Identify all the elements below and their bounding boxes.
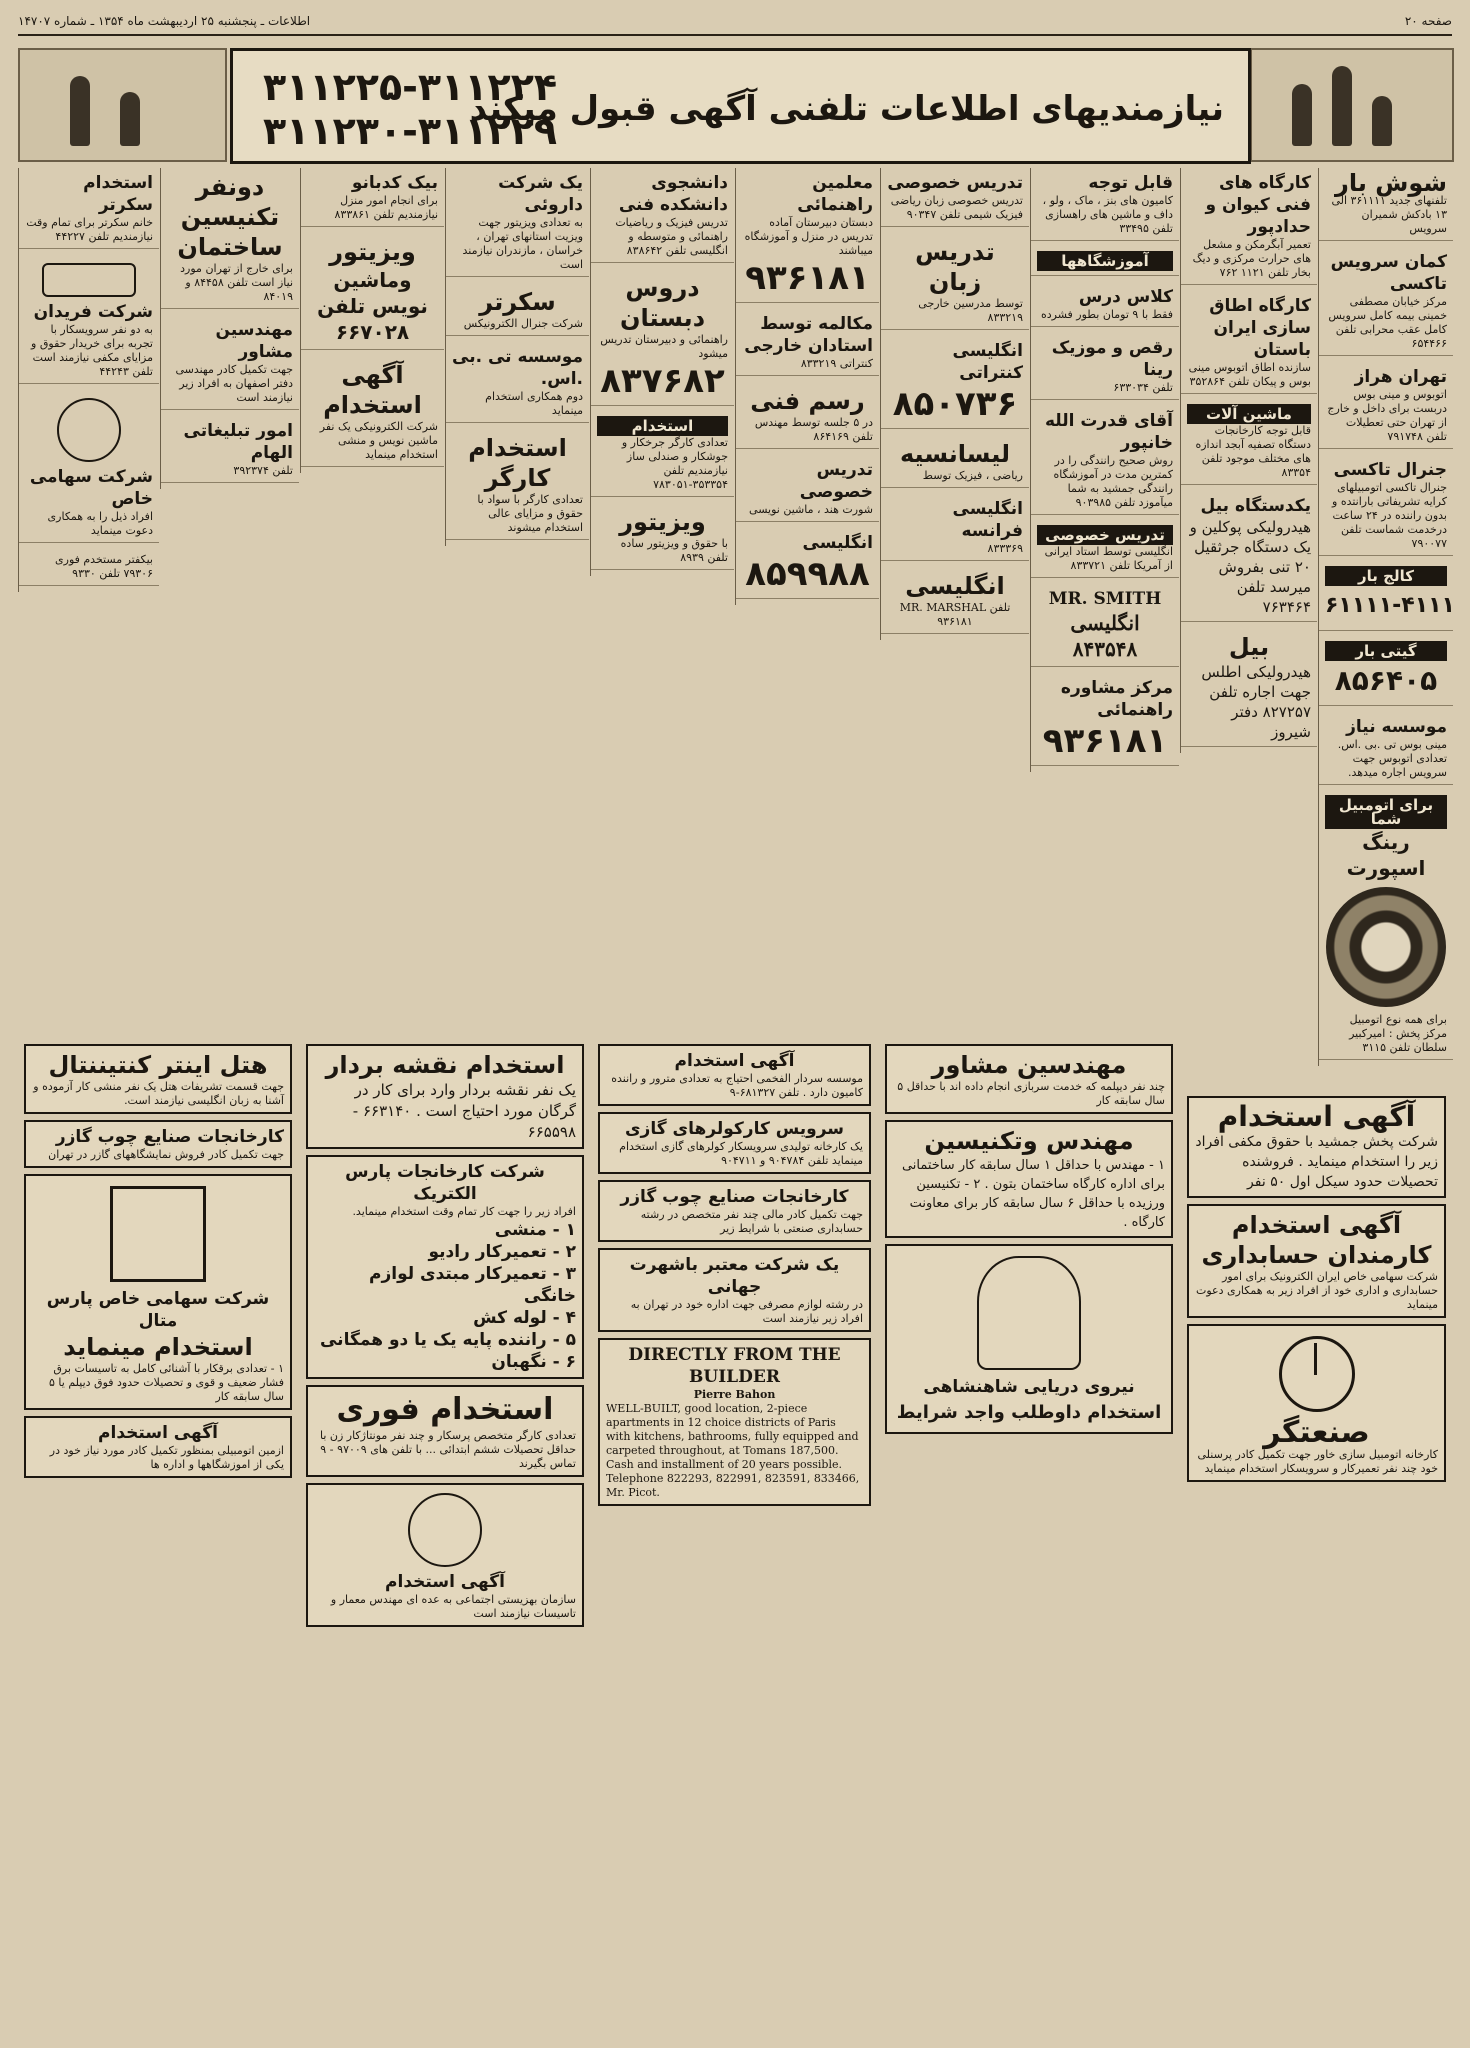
company-logo-icon <box>57 398 121 462</box>
ad-consulting-engineers: مهندسین مشاور جهت تکمیل کادر مهندسی دفتر اصفهان به افراد زیر نیازمند است <box>161 315 299 410</box>
ad-shorthand: تدریس خصوصی شورت هند ، ماشین نویسی <box>736 455 879 522</box>
ad-directly-from-builder: DIRECTLY FROM THE BUILDER Pierre Bahon WELL-BUILT, good location, 2-piece apartments in 12 choice districts of Paris with kitchens, bathrooms, fully equipped and carpeted throughout, at Tomans 187,500. Cash and installment of 20 years possible. Telephone 822293, 822991, 823591, 833466, Mr. Picot. <box>598 1338 871 1506</box>
ad-employment-welders: استخدام تعدادی کارگر جرخکار و جوشکار و صندلی ساز نیازمندیم تلفن ۳۵۳۳۵۴-۷۸۳۰۵۱ <box>591 412 734 497</box>
ad-immediate-hiring: استخدام فوری تعدادی کارگر متخصص پرسکار و چند نفر مونتاژکار زن با حداقل تحصیلات ششم ابتدائی ... با تلفن های ۹۷۰۰۹ - ۹ تماس بگیرند <box>306 1385 584 1477</box>
ad-engineer-technician: مهندس وتکنیسین ۱ - مهندس با حداقل ۱ سال سابقه کار ساختمانی برای اداره کارگاه ساختمان بتون . ۲ - تکنیسین ورزیده با حداقل ۶ سال سابقه کار برای معاونت کارگاه . <box>885 1120 1173 1238</box>
navy-emblem-icon <box>977 1256 1081 1370</box>
ad-secretary-ge: سکرتر شرکت جنرال الکترونیکس <box>446 283 589 336</box>
ad-school-lessons: دروس دبستان راهنمائی و دبیرستان تدریس میشود ۸۳۷۶۸۲ <box>591 269 734 406</box>
lower-column-1 <box>18 1038 298 1484</box>
ad-pharma-company: یک شرکت داروئی به تعدادی ویزیتور جهت ویزیت استانهای تهران ، خراسان ، مازندران نیازمند است <box>446 168 589 277</box>
ad-employment-notice: آگهی استخدام شرکت الکترونیکی یک نفر ماشین نویس و منشی استخدام مینماید <box>301 356 444 467</box>
ad-general-taxi: جنرال تاکسی جنرال تاکسی اتومبیلهای کرایه تشریفاتی بارانتده و بدون راننده در ۲۴ ساعت درخدمت شماست تلفن ۷۹۰۰۷۷ <box>1319 455 1453 556</box>
ad-surveyor: استخدام نقشه بردار یک نفر نقشه بردار وارد برای کار در گرگان مورد احتیاج است . ۶۶۳۱۴۰ - ۶۶۵۵۹۸ <box>306 1044 584 1149</box>
ad-teachers: معلمین راهنمائی دبستان دبیرستان آماده تدریس در منزل و آموزشگاه میباشند ۹۳۶۱۸۱ <box>736 168 879 303</box>
section-schools: آموزشگاهها <box>1031 247 1179 276</box>
ad-english-contract: انگلیسی کنتراتی ۸۵۰۷۳۶ <box>881 336 1029 429</box>
pars-metal-logo-icon <box>110 1186 206 1282</box>
ad-sport-rim: برای اتومبیل شما رینگ اسپورت برای همه نوع اتومبیل مرکز پخش : امیرکبیر سلطان تلفن ۳۱۱۵ <box>1319 791 1453 1060</box>
ad-intercontinental: هتل اینتر کنتیننتال جهت قسمت تشریفات هتل یک نفر منشی کار آزموده و آشنا به زبان انگلیسی نیازمند است. <box>24 1044 292 1114</box>
ad-imperial-navy: نیروی دریایی شاهنشاهی استخدام داوطلب واجد شرایط <box>885 1244 1173 1434</box>
section-private-tutoring: تدریس خصوصی انگلیسی توسط استاد ایرانی از آمریکا تلفن ۸۳۳۷۲۱ <box>1031 521 1179 578</box>
ad-giti-bar: گیتی بار ۸۵۶۴۰۵ <box>1319 637 1453 706</box>
ad-gas-cooler-service: سرویس کارکولرهای گازی یک کارخانه تولیدی سرویسکار کولرهای گازی استخدام مینماید تلفن ۹۰۴۷۸۴ و ۹۰۴۷۱۱ <box>598 1112 871 1174</box>
mercedes-star-icon <box>1279 1336 1355 1412</box>
ad-worker-hiring: استخدام کارگر تعدادی کارگر با سواد با حقوق و مزایای عالی استخدام میشوند <box>446 429 589 540</box>
ad-two-technicians: دونفر تکنیسین ساختمان برای خارج از تهران مورد نیاز است تلفن ۸۴۴۵۸ و ۸۴۰۱۹ <box>161 168 299 309</box>
banner-phone-1: ۳۱۱۲۲۵-۳۱۱۲۲۴ <box>263 65 558 109</box>
lower-column-3 <box>592 1038 877 1512</box>
ad-dance-music: رقص و موزیک رینا تلفن ۶۳۳۰۳۴ <box>1031 333 1179 400</box>
column-6 <box>590 168 734 576</box>
ad-english-859988: انگلیسی ۸۵۹۹۸۸ <box>736 528 879 599</box>
ad-class: کلاس درس فقط با ۹ تومان بطور فشرده <box>1031 282 1179 327</box>
family-illustration <box>18 48 227 162</box>
figure-icon <box>70 76 90 146</box>
ad-language-teaching: تدریس زبان توسط مدرسین خارجی ۸۳۳۲۱۹ <box>881 233 1029 330</box>
welfare-emblem-icon <box>408 1493 482 1567</box>
lower-column-2 <box>300 1038 590 1633</box>
top-rule <box>18 34 1452 36</box>
ad-global-company: یک شرکت معتبر باشهرت جهانی در رشته لوازم مصرفی جهت اداره خود در تهران به افراد زیر نیازمند است <box>598 1248 871 1332</box>
ad-jamshid-distribution: آگهی استخدام شرکت پخش جمشید با حقوق مکفی افراد زیر را استخدام مینماید . فروشنده تحصیلات حدود سیکل اول ۵۰ نفر <box>1187 1096 1446 1198</box>
ad-accounting-staff: آگهی استخدام کارمندان حسابداری شرکت سهامی خاص ایران الکترونیک برای امور حسابداری و اداری خود از افراد زیر به همکاری دعوت مینماید <box>1187 1204 1446 1318</box>
column-9 <box>160 168 299 489</box>
ad-mr-marshal: انگلیسی MR. MARSHAL تلفن ۹۳۶۱۸۱ <box>881 567 1029 634</box>
ad-engineering-student: دانشجوی دانشکده فنی تدریس فیزیک و ریاضیات راهنمائی و متوسطه و انگلیسی تلفن ۸۳۸۶۴۲ <box>591 168 734 263</box>
ad-gazarr-finance: کارخانجات صنایع چوب گازر جهت تکمیل کادر مالی چند نفر متخصص در رشته حسابداری صنعتی با شرایط زیر <box>598 1180 871 1242</box>
ad-visitor-typist: ویزیتور وماشین نویس تلفن ۶۶۷۰۲۸ <box>301 233 444 350</box>
column-1 <box>1318 168 1453 1066</box>
figure-icon <box>120 92 140 146</box>
frigidaire-logo-icon <box>42 263 136 297</box>
ad-kaman-taxi: کمان سرویس تاکسی مرکز خیابان مصطفی خمینی بیمه کامل سرویس کامل عقب محرابی تلفن ۶۵۴۴۶۶ <box>1319 247 1453 356</box>
ad-faridan: شرکت فریدان به دو نفر سرویسکار با تجربه برای خریدار حقوق و مزایای مکفی نیازمند است تلفن ۴۴۲۴۳ <box>19 255 159 384</box>
lower-column-5 <box>1181 1090 1452 1488</box>
ad-bachelor: لیسانسیه ریاضی ، فیزیک توسط <box>881 435 1029 488</box>
column-5 <box>735 168 879 605</box>
ad-college-bar: کالج بار ۶۱۱۱۱-۴۱۱۱ <box>1319 562 1453 631</box>
figure-icon <box>1332 66 1352 146</box>
figure-icon <box>1292 84 1312 146</box>
ad-secretary: استخدام سکرتر خانم سکرتر برای تمام وقت نیازمندیم تلفن ۴۴۲۲۷ <box>19 168 159 249</box>
ad-tbs: موسسه تی .بی .اس. دوم همکاری استخدام مینماید <box>446 342 589 423</box>
ad-housekeeper: بیک کدبانو برای انجام امور منزل نیازمندیم تلفن ۸۳۳۸۶۱ <box>301 168 444 227</box>
figure-icon <box>1372 96 1392 146</box>
banner-title: نیازمندیهای اطلاعات تلفنی آگهی قبول میکند <box>469 89 1224 129</box>
lower-column-4 <box>879 1038 1179 1440</box>
column-10 <box>18 168 159 592</box>
ad-gazarr-sales: کارخانجات صنایع چوب گازر جهت تکمیل کادر فروش نمایشگاههای گازر در تهران <box>24 1120 292 1168</box>
banner-phone-2: ۳۱۱۲۳۰-۳۱۱۲۲۹ <box>263 109 558 153</box>
ad-sardar: آگهی استخدام موسسه سردار الفخمی احتیاج به تعدادی مترور و راننده کامیون دارد . تلفن ۶۸۱۳۲۷-۹ <box>598 1044 871 1106</box>
banner-phones <box>263 65 557 153</box>
ad-iran-bastan: کارگاه اطاق سازی ایران باستان سازنده اطاق اتوبوس مینی بوس و پیکان تلفن ۳۵۲۸۶۴ <box>1181 291 1317 394</box>
ad-trucks: قابل توجه کامیون های بنز ، ماک ، ولو ، داف و ماشین های راهسازی تلفن ۳۳۴۹۵ <box>1031 168 1179 241</box>
ad-khanpour: آقای قدرت الله خانپور روش صحیح رانندگی را در کمترین مدت در آموزشگاه رانندگی جمشید به شما میآموزد تلفن ۹۰۳۹۸۵ <box>1031 406 1179 515</box>
classifieds-banner <box>230 48 1251 164</box>
ad-shush-bar: شوش بار تلفنهای جدید ۳۶۱۱۱۱ الی ۱۳ بادکش شمیران سرویس <box>1319 168 1453 241</box>
ad-atlas-excavator: بیل هیدرولیکی اطلس جهت اجاره تلفن ۸۲۷۲۵۷ دفتر شیروز <box>1181 628 1317 747</box>
column-7 <box>445 168 589 546</box>
issue-info: اطلاعات ـ پنجشنبه ۲۵ اردیبهشت ماه ۱۳۵۴ ـ شماره ۱۴۷۰۷ <box>18 14 311 28</box>
ad-conversation: مکالمه توسط استادان خارجی کنتراتی ۸۳۳۲۱۹ <box>736 309 879 376</box>
ad-machinery: ماشین آلات قابل توجه کارخانجات دستگاه تصفیه آبجد اندازه های مختلف موجود تلفن ۸۳۳۵۴ <box>1181 400 1317 485</box>
ad-servant: بیکفتر مستخدم فوری ۷۹۳۰۶ تلفن ۹۳۳۰ <box>19 549 159 586</box>
column-3 <box>1030 168 1179 772</box>
ad-private-company: شرکت سهامی خاص افراد ذیل را به همکاری دعوت مینماید <box>19 390 159 543</box>
column-4 <box>880 168 1029 640</box>
ad-tehran-haraz: تهران هراز اتوبوس و مینی بوس دربست برای داخل و خارج از تهران حتی تعطیلات تلفن ۷۹۱۷۴۸ <box>1319 362 1453 449</box>
column-8 <box>300 168 444 473</box>
ad-sanatgar: صنعتگر کارخانه اتومبیل سازی خاور جهت تکمیل کادر پرسنلی خود چند نفر تعمیرکار و سرویسکار استخدام مینماید <box>1187 1324 1446 1482</box>
masthead <box>18 14 1452 32</box>
ad-niaz: موسسه نیاز مینی بوس تی .بی .اس. تعدادی اتوبوس جهت سرویس اجاره میدهد. <box>1319 712 1453 785</box>
ad-consulting-engineers-2: مهندسین مشاور چند نفر دیپلمه که خدمت سربازی انجام داده اند با حداقل ۵ سال سابقه کار <box>885 1044 1173 1114</box>
tire-rim-icon <box>1326 887 1446 1007</box>
page-number: صفحه ۲۰ <box>1404 14 1452 28</box>
ad-keyvan-workshop: کارگاه های فنی کیوان و حدادپور تعمیر آبگرمکن و مشعل های حرارت مرکزی و دیگ بخار تلفن ۱۱۲۱ ۷۶۲ <box>1181 168 1317 285</box>
family-illustration <box>1250 48 1454 162</box>
ad-english-french: انگلیسی فرانسه ۸۳۳۳۶۹ <box>881 494 1029 561</box>
ad-guidance-center: مرکز مشاوره راهنمائی ۹۳۶۱۸۱ <box>1031 673 1179 766</box>
column-2 <box>1180 168 1317 753</box>
ad-visitor: ویزیتور با حقوق و ویزیتور ساده تلفن ۸۹۳۹ <box>591 503 734 570</box>
ad-excavator-sale: یکدستگاه بیل هیدرولیکی پوکلین و یک دستگاه جرثقیل ۲۰ تنی بفروش میرسد تلفن ۷۶۳۴۶۴ <box>1181 491 1317 622</box>
ad-pars-electric: شرکت کارخانجات پارس الکتریک افراد زیر را جهت کار تمام وقت استخدام مینماید. ۱ - منشی ۲ - تعمیرکار رادیو ۳ - تعمیرکار مبتدی لوازم خانگی ۴ - لوله کش ۵ - راننده پایه یک یا دو همگانی ۶ - نگهبان <box>306 1155 584 1379</box>
ad-employment-notice-2: آگهی استخدام ازمین اتومبیلی بمنظور تکمیل کادر مورد نیاز خود در یکی از اموزشگاهها و اداره ها <box>24 1416 292 1478</box>
ad-elham: امور تبلیغاتی الهام تلفن ۳۹۲۳۷۴ <box>161 416 299 483</box>
ad-technical-drawing: رسم فنی در ۵ جلسه توسط مهندس تلفن ۸۶۴۱۶۹ <box>736 382 879 449</box>
ad-welfare-org: آگهی استخدام سازمان بهزیستی اجتماعی به عده ای مهندس معمار و تاسیسات نیازمند است <box>306 1483 584 1627</box>
ad-private-lessons: تدریس خصوصی تدریس خصوصی زبان ریاضی فیزیک شیمی تلفن ۹۰۳۴۷ <box>881 168 1029 227</box>
ad-mr-smith: MR. SMITH انگلیسی ۸۴۳۵۴۸ <box>1031 584 1179 667</box>
ad-pars-metal: شرکت سهامی خاص پارس متال استخدام مینماید ۱ - تعدادی برقکار با آشنائی کامل به تاسیسات برق فشار ضعیف و قوی و تحصیلات حدود فوق دیپلم یا ۵ سال سابقه کار <box>24 1174 292 1410</box>
